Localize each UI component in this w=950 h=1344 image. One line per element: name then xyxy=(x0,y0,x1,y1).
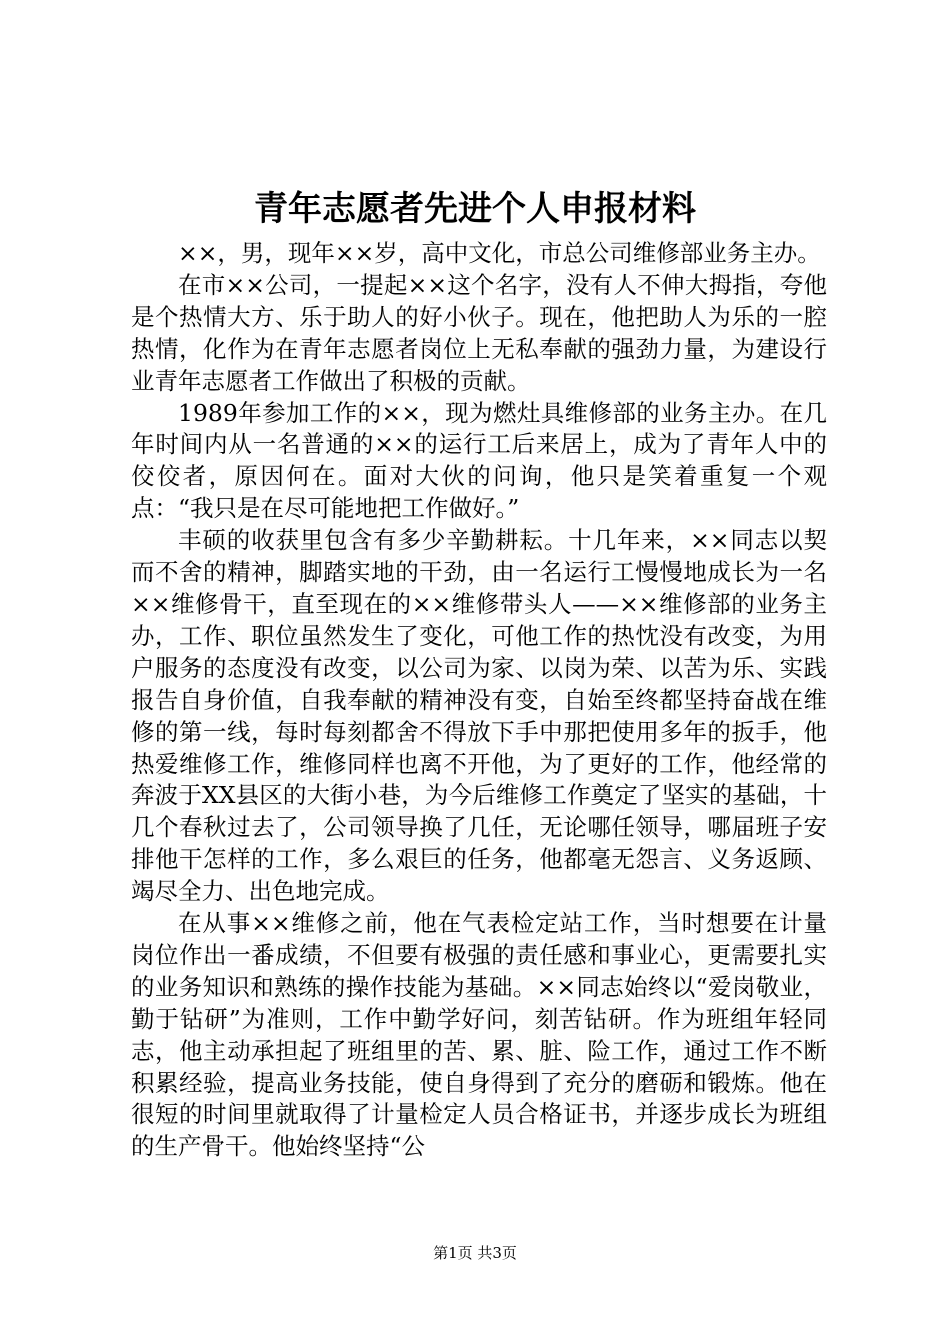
document-title: 青年志愿者先进个人申报材料 xyxy=(254,189,696,229)
paragraph: 在市××公司，一提起××这个名字，没有人不伸大拇指，夸他是个热情大方、乐于助人的好小伙子。现在，他把助人为乐的一腔热情，化作为在青年志愿者岗位上无私奉献的强劲力量，为建设行业青年志愿者工作做出了积极的贡献。 xyxy=(131,270,827,395)
paragraph: ××，男，现年××岁，高中文化，市总公司维修部业务主办。 xyxy=(178,239,821,267)
paragraph: 1989年参加工作的××，现为燃灶具维修部的业务主办。在几年时间内从一名普通的××的运行工后来居上，成为了青年人中的佼佼者，原因何在。面对大伙的问询，他只是笑着重复一个观点：“我只是在尽可能地把工作做好。” xyxy=(131,398,827,523)
paragraph: 丰硕的收获里包含有多少辛勤耕耘。十几年来，××同志以契而不舍的精神，脚踏实地的干劲，由一名运行工慢慢地成长为一名××维修骨干，直至现在的××维修带头人——××维修部的业务主办，工作、职位虽然发生了变化，可他工作的热忱没有改变，为用户服务的态度没有改变，以公司为家、以岗为荣、以苦为乐、实践报告自身价值，自我奉献的精神没有变，自始至终都坚持奋战在维修的第一线，每时每刻都舍不得放下手中那把使用多年的扳手，他热爱维修工作，维修同样也离不开他，为了更好的工作，他经常的奔波于XX县区的大街小巷，为今后维修工作奠定了坚实的基础，十几个春秋过去了，公司领导换了几任，无论哪任领导，哪届班子安排他干怎样的工作，多么艰巨的任务，他都毫无怨言、义务返顾、竭尽全力、出色地完成。 xyxy=(131,526,827,906)
paragraph: 在从事××维修之前，他在气表检定站工作，当时想要在计量岗位作出一番成绩，不但要有极强的责任感和事业心，更需要扎实的业务知识和熟练的操作技能为基础。××同志始终以“爱岗敬业，勤于钻研”为准则，工作中勤学好问，刻苦钻研。作为班组年轻同志，他主动承担起了班组里的苦、累、脏、险工作，通过工作不断积累经验，提高业务技能，使自身得到了充分的磨砺和锻炼。他在很短的时间里就取得了计量检定人员合格证书，并逐步成长为班组的生产骨干。他始终坚持“公 xyxy=(131,909,827,1161)
document-body xyxy=(131,238,827,1163)
page-footer: 第1页 共3页 xyxy=(433,1244,517,1262)
